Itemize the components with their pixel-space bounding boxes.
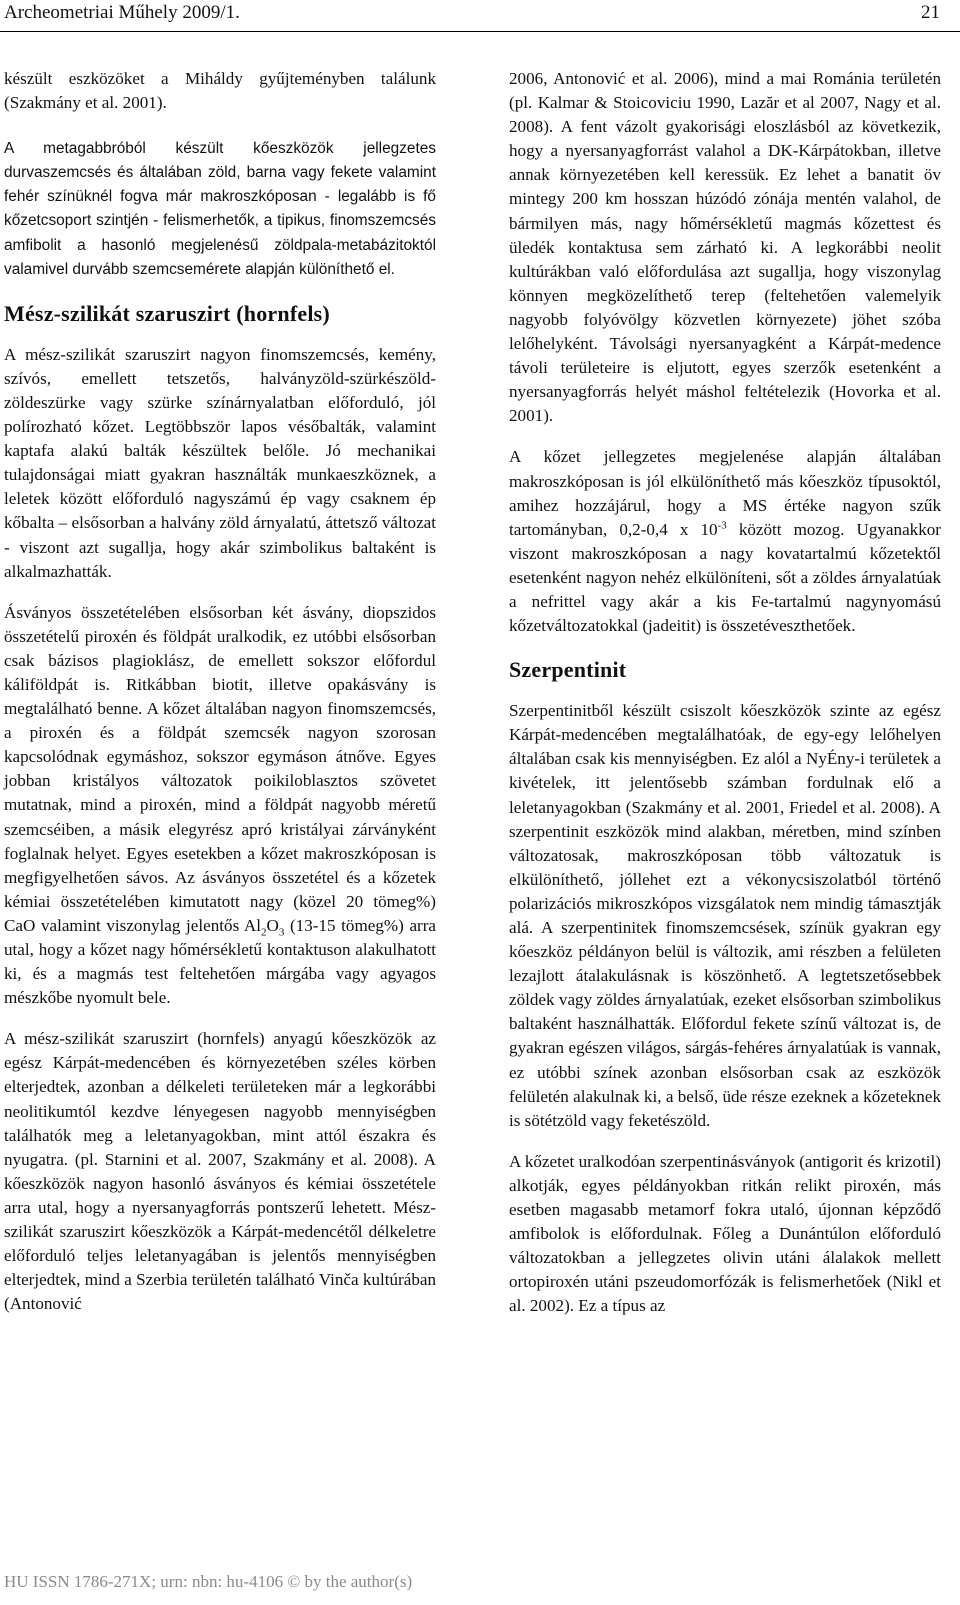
- paragraph-text: Ásványos összetételében elsősorban két ásvány, diopszidos összetételű piroxén és földpát uralkodik, ez utóbbi elsősorban csak bázisos plagioklász, de emellett sokszor előfordul káliföldpát is. Ritkábban biotit, illetve opakásvány is megtalálható benne. A kőzet általában nagyon finomszemcsés, a piroxén és a földpát szemcsék nagyon szorosan kapcsolódnak egymáshoz, sokszor egymáson átnőve. Egyes jobban kristályos változatok poikiloblasztos szövetet mutatnak, mind a piroxén, mind a földpát nagyobb méretű szemcséiben, a másik elegyrész apró kristályai zárványként foglalnak helyet. Egyes esetekben a kőzet makroszkóposan is megfigyelhetően sávos. Az ásványos összetétel és a kőzetek kémiai összetételében kimutatott nagy (közel 20 tömeg%) CaO valamint viszonylag jelentős Al: [4, 602, 436, 935]
- paragraph-text: O: [266, 915, 279, 935]
- paragraph: Szerpentinitből készült csiszolt kőeszközök szinte az egész Kárpát-medencében megtalálhatóak, de egy-egy lelőhelyen általában csak kis mennyiségben. Ez alól a NyÉny-i területek a kivételek, itt jelentősebb számban fordulnak elő a leletanyagokban (Szakmány et al. 2001, Friedel et al. 2008). A szerpentinit eszközök mind alakban, méretben, mind színben változatosak, makroszkóposan több változatuk is elkülöníthető, jóllehet ezt a vékonycsiszolatból történő polarizációs mikroszkópos vizsgálatok nem mindig támasztják alá. A szerpentinitek finomszemcsések, színük gyakran egy kőeszköz példányon belül is változik, ami részben a felületen lezajlott átalakulásnak is köszönhető. A legtetszetősebbek zöldek vagy zöldes árnyalatúak, ezeket elsősorban szimbolikus baltaként használhatták. Előfordul fekete színű változat is, de gyakran egészen világos, sárgás-fehéres árnyalatúak is vannak, ez utóbbi színek azonban elsősorban csak az eszközök felületén alakulnak ki, a belső, üde része ezeknek a kőzeteknek is sötétzöld vagy feketészöld.: [509, 701, 941, 1130]
- paragraph: A mész-szilikát szaruszirt (hornfels) anyagú kőeszközök az egész Kárpát-medencében és környezetében széles körben elterjedtek, azonban a délkeleti területeken már a legkorábbi neolitikumtól kezdve lényegesen nagyobb mennyiségben találhatók meg a leletanyagokban, mint attól északra és nyugatra. (pl. Starnini et al. 2007, Szakmány et al. 2008). A kőeszközök nagyon hasonló ásványos és kémiai összetétele arra utal, hogy a nyersanyagforrás pontszerű lehetett. Mész-szilikát szaruszirt kőeszközök a Kárpát-medencétől délkeletre előforduló teljes leletanyagában is jelentős mennyiségben elterjedtek, mind a Szerbia területén található Vinča kultúrában (Antonović: [4, 1029, 436, 1314]
- paragraph-text: (13-15 tömeg%) arra utal, hogy a kőzet nagy hőmérsékletű kontaktuson alakulhatott ki, és a magmás test feltehetően márgába vagy agyagos mészkőbe nyomult bele.: [4, 915, 436, 1008]
- section-heading-serpentinite: Szerpentinit: [509, 657, 627, 683]
- paragraph: [509, 445, 941, 638]
- page-number: 21: [921, 2, 940, 23]
- footer-issn: HU ISSN 1786-271X; urn: nbn: hu-4106 © by the author(s): [4, 1572, 413, 1591]
- paragraph: [4, 601, 436, 1011]
- paragraph: A metagabbróból készült kőeszközök jellegzetes durvaszemcsés és általában zöld, barna vagy fekete valamint fehér színüknél fogva már makroszkóposan - legalább is fő kőzetcsoport szintjén - felismerhetők, a tipikus, finomszemcsés amfibolit a hasonló megjelenésű zöldpala-metabázitoktól valamivel durvább szemcsemérete alapján különíthető el.: [4, 140, 436, 278]
- paragraph-text: A kőzet jellegzetes megjelenése alapján általában makroszkóposan is jól elkülöníthető más kőeszköz típusoktól, amihez hozzájárul, hogy a MS értéke nagyon szűk tartományban, 0,2-0,4 x 10: [509, 447, 941, 539]
- right-column: [509, 67, 941, 1319]
- header-rule: [0, 31, 960, 32]
- paragraph: 2006, Antonović et al. 2006), mind a mai Románia területén (pl. Kalmar & Stoicoviciu 1990, Lazăr et al 2007, Nagy et al. 2008). A fent vázolt gyakorisági eloszlásból az következik, hogy a nyersanyagforrást valahol a DK-Kárpátokban, illetve annak környezetében kell keressük. Ez lehet a banatit öv mintegy 200 km hosszan húzódó zónája mentén valahol, de bármilyen más, nagy hőmérsékletű magmás kőzettest és üledék kontaktusa sem zárható ki. A legkorábbi neolit kultúrákban való előfordulása azt sugallja, hogy viszonylag könnyen megközelíthető terep (feltehetően valemelyik nagyobb folyóvölgy közvetlen környezete) jöhet szóba lelőhelyként. Távolsági nyersanyagként a Kárpát-medence távoli területeire is eljutott, egyes szerzők esetenként a nyersanyagforrás helyét máshol feltételezik (Hovorka et al. 2001).: [509, 69, 941, 426]
- paragraph-text: között mozog. Ugyanakkor viszont makroszkóposan a nagy kovatartalmú kőzetektől esetenként nagyon nehéz elkülöníteni, sőt a zöldes árnyalatúak a nefrittel vagy akár a kis Fe-tartalmú nagynyomású kőzetváltozatokkal (jadeitit) is összetéveszthetőek.: [509, 519, 941, 636]
- journal-title: Archeometriai Műhely 2009/1.: [4, 2, 240, 23]
- section-heading-hornfels: Mész-szilikát szaruszirt (hornfels): [4, 300, 330, 326]
- paragraph: készült eszközöket a Miháldy gyűjteményben találunk (Szakmány et al. 2001).: [4, 69, 436, 113]
- subscript: 2: [261, 926, 267, 939]
- paragraph: A mész-szilikát szaruszirt nagyon finomszemcsés, kemény, szívós, emellett tetszetős, halványzöld-szürkészöld-zöldeszürke vagy szürke színárnyalatban előforduló, jól polírozható kőzet. Legtöbbször lapos vésőbalták, valamint kaptafa alakú balták készültek belőle. Jó mechanikai tulajdonságai miatt gyakran használták munkaeszköznek, a leletek között előforduló nagyszámú ép vagy csaknem ép kőbalta – elsősorban a halvány zöld árnyalatú, áttetsző változat - viszont azt sugallja, hogy akár szimbolikus baltaként is alkalmazhatták.: [4, 344, 436, 581]
- left-column: [4, 67, 436, 1316]
- subscript: 3: [278, 926, 285, 939]
- superscript: -3: [717, 519, 727, 531]
- paragraph: A kőzetet uralkodóan szerpentinásványok (antigorit és krizotil) alkotják, egyes példányokban ritkán relikt piroxén, más esetben magasabb metamorf fokra utaló, újonnan képződő amfibolok is előfordulnak. Főleg a Dunántúlon előforduló változatokban a jellegzetes olivin utáni álalakok mellett ortopiroxén utáni pszeudomorfózák is felismerhetőek (Nikl et al. 2002). Ez a típus az: [509, 1151, 941, 1316]
